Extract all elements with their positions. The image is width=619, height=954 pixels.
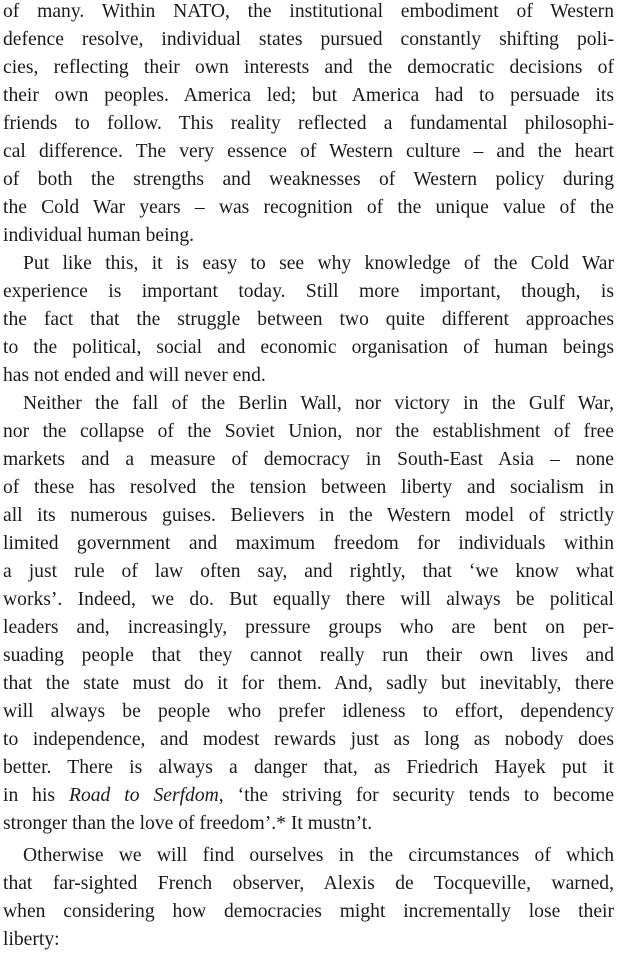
text-line: limited government and maximum freedom for individuals within [3, 533, 614, 554]
text-line: cies, reflecting their own interests and the democratic decisions of [3, 57, 614, 78]
text-line: when considering how democracies might incrementally lose their [3, 901, 614, 922]
text-line: nor the collapse of the Soviet Union, nor the establishment of free [3, 421, 614, 442]
text-line: Put like this, it is easy to see why knowledge of the Cold War [23, 253, 614, 274]
text-line: of both the strengths and weaknesses of Western policy during [3, 169, 614, 190]
text-line: the fact that the struggle between two quite different approaches [3, 309, 614, 330]
text-line: markets and a measure of democracy in South-East Asia – none [3, 449, 614, 470]
text-line: the Cold War years – was recognition of the unique value of the [3, 197, 614, 218]
text-line: cal difference. The very essence of Western culture – and the heart [3, 141, 614, 162]
paragraph-1 [3, 0, 614, 250]
book-title-italic: Road to Serfdom [69, 785, 219, 806]
text-line: to the political, social and economic organisation of human beings [3, 337, 614, 358]
text-line: individual human being. [3, 225, 195, 246]
text-line: that far-sighted French observer, Alexis de Tocqueville, warned, [3, 873, 614, 894]
text-line: defence resolve, individual states pursued constantly shifting poli- [3, 29, 614, 50]
text-line: liberty: [3, 929, 60, 950]
text-line: friends to follow. This reality reflected a fundamental philosophi- [3, 113, 614, 134]
text-line: stronger than the love of freedom’.* It mustn’t. [3, 813, 373, 834]
text-line: all its numerous guises. Believers in the Western model of strictly [3, 505, 614, 526]
text-line: to independence, and modest rewards just as long as nobody does [3, 729, 614, 750]
text-line: will always be people who prefer idleness to effort, dependency [3, 701, 614, 722]
paragraph-3 [3, 390, 614, 838]
text-line: of these has resolved the tension between liberty and socialism in [3, 477, 614, 498]
text-line: their own peoples. America led; but America had to persuade its [3, 85, 614, 106]
book-page [3, 0, 615, 950]
text-line: a just rule of law often say, and rightly, that ‘we know what [3, 561, 614, 582]
text-line: leaders and, increasingly, pressure groups who are bent on per- [3, 617, 614, 638]
text-line: experience is important today. Still more important, though, is [3, 281, 614, 302]
text-segment: , ‘the striving for security tends to become [218, 785, 615, 806]
text-line: Otherwise we will find ourselves in the circumstances of which [23, 845, 614, 866]
text-line: that the state must do it for them. And, sadly but inevitably, there [3, 673, 614, 694]
text-line: has not ended and will never end. [3, 365, 266, 386]
text-line-with-book-title [3, 782, 614, 810]
text-line: suading people that they cannot really run their own lives and [3, 645, 614, 666]
text-line: better. There is always a danger that, as Friedrich Hayek put it [3, 757, 614, 778]
text-line: of many. Within NATO, the institutional embodiment of Western [3, 1, 614, 22]
text-line: works’. Indeed, we do. But equally there will always be political [3, 589, 614, 610]
paragraph-2 [3, 250, 614, 390]
text-line: Neither the fall of the Berlin Wall, nor victory in the Gulf War, [23, 393, 614, 414]
text-segment: in his [3, 785, 69, 806]
paragraph-4 [3, 842, 614, 954]
